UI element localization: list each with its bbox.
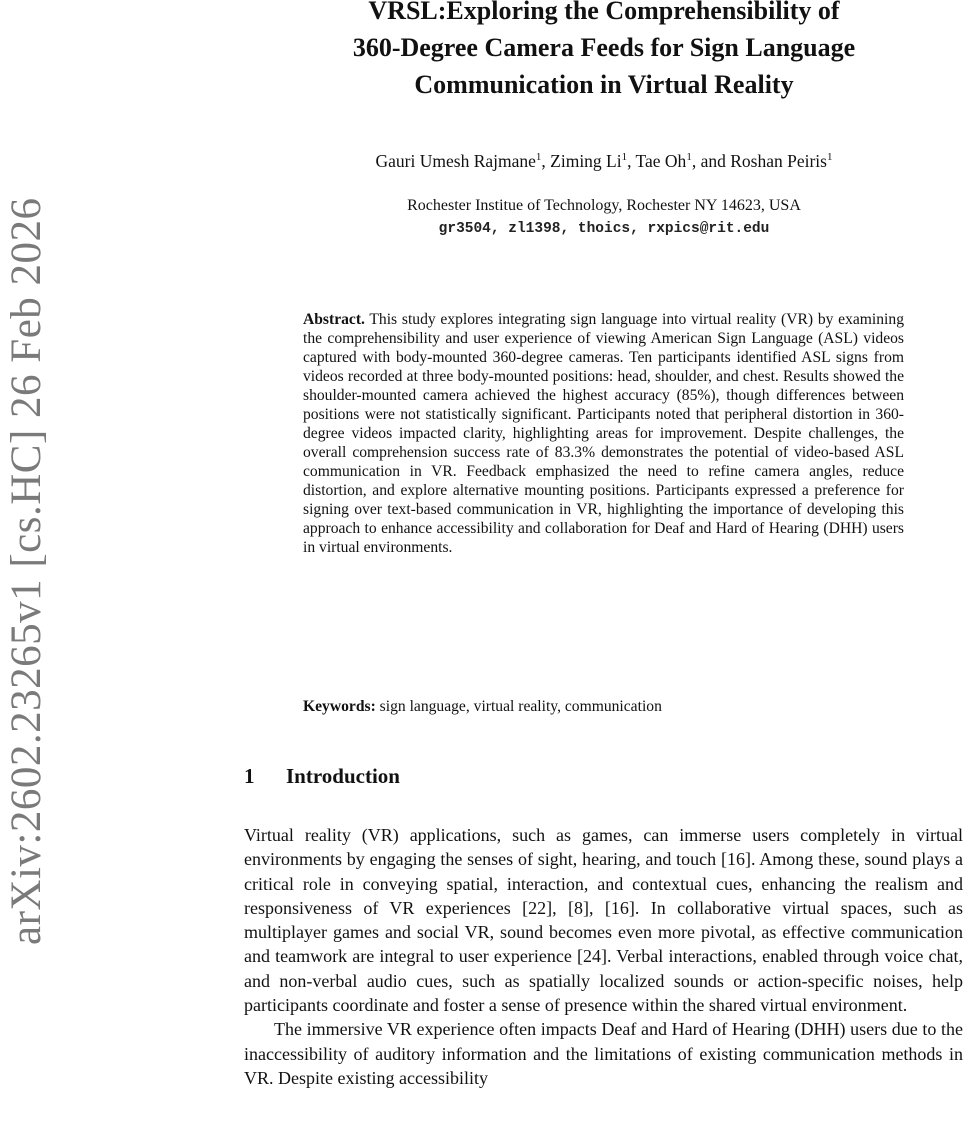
author-name: Roshan Peiris: [730, 151, 827, 171]
title-line-2: 360-Degree Camera Feeds for Sign Language: [352, 33, 856, 62]
affiliation: Rochester Institue of Technology, Rochester NY 14623, USA: [407, 197, 801, 214]
author-separator: , and: [691, 151, 731, 171]
abstract: [303, 310, 904, 557]
paragraph: Virtual reality (VR) applications, such as games, can immerse users completely in virtual environments by engaging the senses of sight, hearing, and touch [16]. Among these, sound plays a critical role in conveying spatial, interaction, and contextual cues, enhancing the realism and responsiveness of VR experiences [22], [8], [16]. In collaborative virtual spaces, such as multiplayer games and social VR, sound becomes even more pivotal, as effective communication and teamwork are integral to user experience [24]. Verbal interactions, enabled through voice chat, and non-verbal audio cues, such as spatially localized sounds or action-specific noises, help participants coordinate and foster a sense of presence within the shared virtual environment.: [244, 825, 963, 1016]
keywords: [303, 698, 904, 716]
section-heading-introduction: [244, 764, 400, 789]
paragraph: The immersive VR experience often impacts Deaf and Hard of Hearing (DHH) users due to the inaccessibility of auditory information and the limitations of existing communication methods in VR. Despite existing accessibility: [244, 1019, 963, 1088]
introduction-body: [244, 823, 963, 1090]
section-number: 1: [244, 764, 255, 788]
keywords-label: Keywords:: [303, 698, 376, 715]
arxiv-identifier-stamp: arXiv:2602.23265v1 [cs.HC] 26 Feb 2026: [3, 197, 50, 945]
author-affiliation-mark: 1: [686, 151, 692, 164]
author-separator: ,: [541, 151, 551, 171]
author-separator: ,: [627, 151, 636, 171]
author-affiliation-mark: 1: [535, 151, 542, 164]
title-line-3: Communication in Virtual Reality: [414, 70, 794, 99]
keywords-text: sign language, virtual reality, communication: [379, 698, 662, 715]
author-name: Gauri Umesh Rajmane: [375, 151, 536, 171]
author-list: [244, 151, 963, 172]
abstract-text: This study explores integrating sign language into virtual reality (VR) by examining the comprehensibility and user experience of viewing American Sign Language (ASL) videos captured with body-mounted 360-degree cameras. Ten participants identified ASL signs from videos recorded at three body-mounted positions: head, shoulder, and chest. Results showed the shoulder-mounted camera achieved the highest accuracy (85%), though differences between positions were not statistically significant. Participants noted that peripheral distortion in 360-degree videos impacted clarity, highlighting areas for improvement. Despite challenges, the overall comprehension success rate of 83.3% demonstrates the potential of video-based ASL communication in VR. Feedback emphasized the need to refine camera angles, reduce distortion, and explore alternative mounting positions. Participants expressed a preference for signing over text-based communication in VR, highlighting the importance of developing this approach to enhance accessibility and collaboration for Deaf and Hard of Hearing (DHH) users in virtual environments.: [303, 311, 904, 556]
author-name: Ziming Li: [550, 151, 622, 171]
author-emails[interactable]: gr3504, zl1398, thoics, rxpics@rit.edu: [438, 221, 770, 237]
abstract-label: Abstract.: [303, 311, 365, 328]
title-line-1: VRSL:Exploring the Comprehensibility of: [368, 0, 840, 25]
author-affiliation-mark: 1: [826, 151, 833, 164]
section-title: Introduction: [286, 764, 400, 788]
author-name: Tae Oh: [635, 151, 687, 171]
paper-title: [244, 0, 963, 103]
author-affiliation-mark: 1: [621, 151, 628, 164]
